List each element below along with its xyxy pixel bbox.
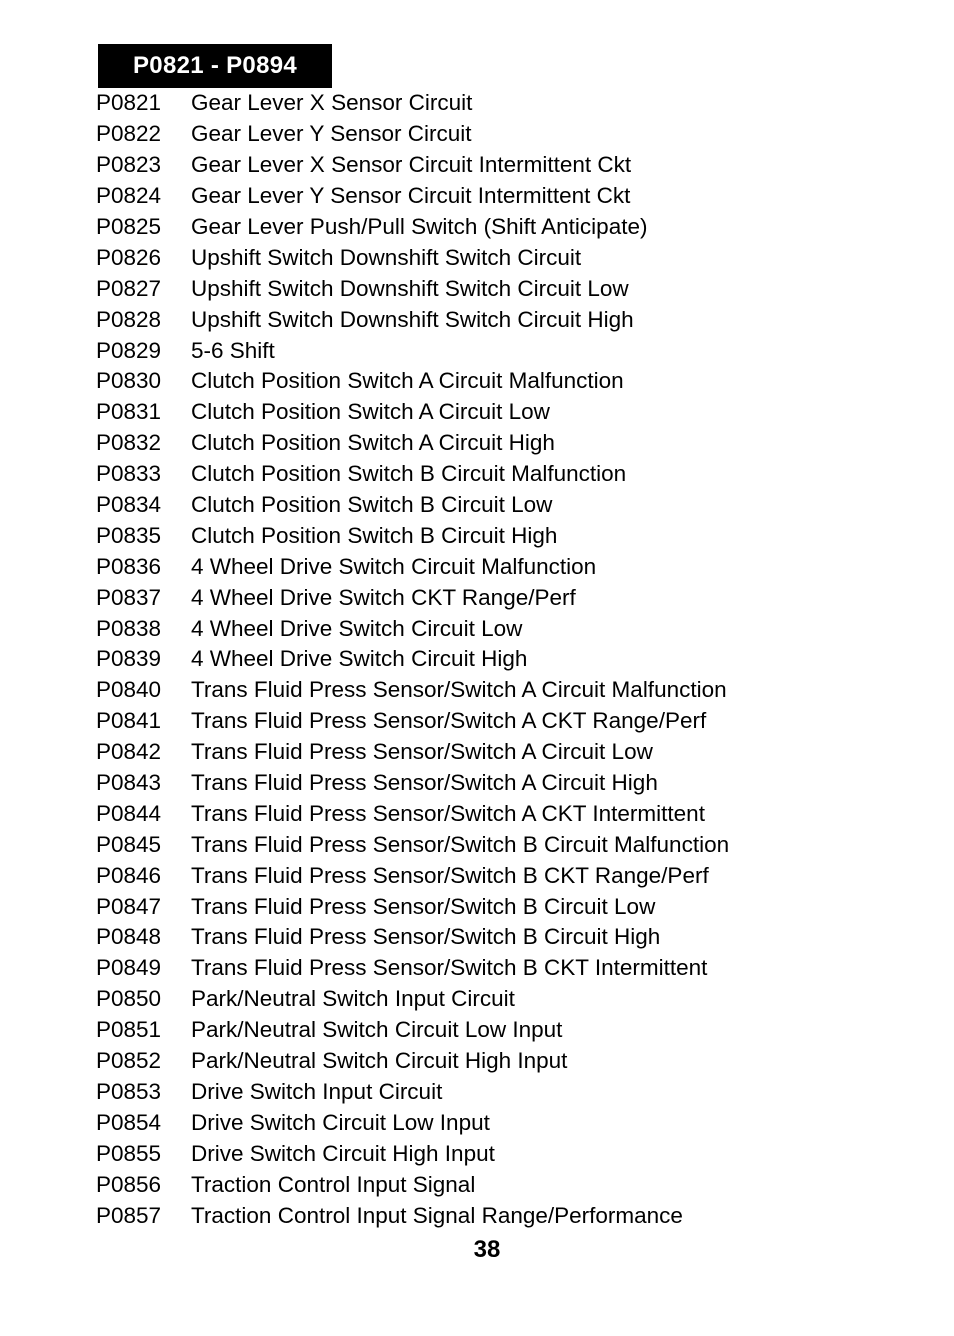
- code-row: [96, 922, 729, 953]
- code-description: Upshift Switch Downshift Switch Circuit High: [191, 306, 634, 332]
- code-row: [96, 181, 729, 212]
- code-description: Upshift Switch Downshift Switch Circuit: [191, 244, 582, 270]
- code-description: Trans Fluid Press Sensor/Switch A CKT Range/Perf: [191, 708, 707, 734]
- code-description: 4 Wheel Drive Switch Circuit Malfunction: [191, 553, 597, 579]
- code-description: Trans Fluid Press Sensor/Switch B CKT Intermittent: [191, 955, 708, 981]
- code-description: Traction Control Input Signal Range/Performance: [191, 1202, 683, 1228]
- code-range-label: P0821 - P0894: [132, 52, 298, 79]
- code-description: Drive Switch Input Circuit: [191, 1078, 443, 1104]
- code-row: [96, 1200, 729, 1231]
- code-row: [96, 366, 729, 397]
- code-id: P0821: [96, 90, 162, 116]
- code-id: P0841: [96, 708, 162, 734]
- code-id: P0853: [96, 1078, 162, 1104]
- code-id: P0822: [96, 121, 162, 147]
- code-id: P0825: [96, 214, 162, 239]
- code-id: P0839: [96, 646, 162, 672]
- code-id: P0847: [96, 893, 162, 919]
- code-id: P0852: [96, 1048, 162, 1074]
- code-id: P0856: [96, 1171, 162, 1197]
- code-row: [96, 829, 729, 860]
- code-description: Park/Neutral Switch Circuit High Input: [191, 1048, 568, 1074]
- code-id: P0828: [96, 306, 162, 332]
- code-description: Gear Lever X Sensor Circuit Intermittent Ckt: [191, 152, 632, 178]
- code-row: [96, 1077, 729, 1108]
- code-row: [96, 768, 729, 799]
- code-row: [96, 984, 729, 1015]
- code-id: P0831: [96, 399, 162, 425]
- code-description: 4 Wheel Drive Switch Circuit Low: [191, 615, 523, 641]
- code-id: P0842: [96, 739, 162, 765]
- code-id: P0823: [96, 152, 162, 178]
- code-description: Upshift Switch Downshift Switch Circuit Low: [191, 275, 629, 301]
- code-row: [96, 1169, 729, 1200]
- code-row: [96, 798, 729, 829]
- code-row: [96, 304, 729, 335]
- code-row: [96, 675, 729, 706]
- code-description: Trans Fluid Press Sensor/Switch B Circuit Malfunction: [191, 831, 730, 857]
- code-description: Traction Control Input Signal: [191, 1171, 476, 1197]
- code-description: Clutch Position Switch A Circuit Malfunction: [191, 368, 624, 394]
- code-row: [96, 520, 729, 551]
- trouble-code-list: [96, 88, 729, 1231]
- code-row: [96, 119, 729, 150]
- code-row: [96, 1107, 729, 1138]
- code-description: Gear Lever X Sensor Circuit: [191, 90, 473, 116]
- code-row: [96, 490, 729, 521]
- code-row: [96, 644, 729, 675]
- code-id: P0837: [96, 584, 162, 610]
- code-description: Trans Fluid Press Sensor/Switch A Circuit High: [191, 770, 658, 796]
- code-row: [96, 582, 729, 613]
- code-row: [96, 212, 729, 243]
- code-description: Clutch Position Switch A Circuit Low: [191, 399, 550, 425]
- code-description: 5-6 Shift: [191, 337, 275, 363]
- code-id: P0851: [96, 1017, 162, 1043]
- code-row: [96, 88, 729, 119]
- code-row: [96, 706, 729, 737]
- code-description: Trans Fluid Press Sensor/Switch A Circuit Malfunction: [191, 677, 727, 703]
- code-id: P0826: [96, 244, 162, 270]
- code-description: Gear Lever Y Sensor Circuit Intermittent Ckt: [191, 183, 631, 209]
- code-description: 4 Wheel Drive Switch Circuit High: [191, 646, 528, 672]
- code-description: Drive Switch Circuit Low Input: [191, 1109, 490, 1135]
- code-description: Trans Fluid Press Sensor/Switch B Circuit High: [191, 924, 661, 950]
- code-id: P0848: [96, 924, 162, 950]
- code-id: P0857: [96, 1202, 162, 1228]
- code-row: [96, 1046, 729, 1077]
- code-id: P0855: [96, 1140, 162, 1166]
- code-id: P0838: [96, 615, 162, 641]
- code-description: Drive Switch Circuit High Input: [191, 1140, 495, 1166]
- code-description: Trans Fluid Press Sensor/Switch B CKT Range/Perf: [191, 862, 709, 888]
- code-description: Clutch Position Switch B Circuit High: [191, 522, 558, 548]
- code-description: Trans Fluid Press Sensor/Switch A Circuit Low: [191, 739, 653, 765]
- code-id: P0830: [96, 368, 162, 394]
- code-id: P0843: [96, 770, 162, 796]
- code-row: [96, 428, 729, 459]
- code-description: Gear Lever Push/Pull Switch (Shift Anticipate): [191, 214, 648, 239]
- code-description: Gear Lever Y Sensor Circuit: [191, 121, 472, 147]
- code-range-header: [98, 44, 332, 88]
- code-description: Trans Fluid Press Sensor/Switch B Circuit Low: [191, 893, 656, 919]
- code-description: Clutch Position Switch B Circuit Low: [191, 492, 553, 518]
- code-description: Trans Fluid Press Sensor/Switch A CKT Intermittent: [191, 800, 705, 826]
- code-id: P0834: [96, 492, 162, 518]
- code-id: P0835: [96, 522, 162, 548]
- code-row: [96, 459, 729, 490]
- code-description: Park/Neutral Switch Circuit Low Input: [191, 1017, 563, 1043]
- code-row: [96, 953, 729, 984]
- code-id: P0840: [96, 677, 162, 703]
- code-id: P0832: [96, 430, 162, 456]
- code-id: P0824: [96, 183, 162, 209]
- page-number: 38: [473, 1236, 501, 1263]
- code-id: P0833: [96, 461, 162, 487]
- code-row: [96, 150, 729, 181]
- code-id: P0850: [96, 986, 162, 1012]
- code-id: P0836: [96, 553, 162, 579]
- code-id: P0845: [96, 831, 162, 857]
- code-row: [96, 613, 729, 644]
- code-description: Clutch Position Switch A Circuit High: [191, 430, 555, 456]
- code-id: P0827: [96, 275, 162, 301]
- code-id: P0829: [96, 337, 162, 363]
- code-description: Park/Neutral Switch Input Circuit: [191, 986, 515, 1012]
- code-row: [96, 397, 729, 428]
- code-row: [96, 1138, 729, 1169]
- code-id: P0849: [96, 955, 162, 981]
- code-id: P0854: [96, 1109, 162, 1135]
- code-row: [96, 1015, 729, 1046]
- code-row: [96, 273, 729, 304]
- code-row: [96, 335, 729, 366]
- code-row: [96, 737, 729, 768]
- code-id: P0846: [96, 862, 162, 888]
- code-row: [96, 860, 729, 891]
- code-row: [96, 891, 729, 922]
- code-row: [96, 551, 729, 582]
- code-id: P0844: [96, 800, 162, 826]
- code-description: Clutch Position Switch B Circuit Malfunction: [191, 461, 627, 487]
- code-row: [96, 242, 729, 273]
- code-description: 4 Wheel Drive Switch CKT Range/Perf: [191, 584, 576, 610]
